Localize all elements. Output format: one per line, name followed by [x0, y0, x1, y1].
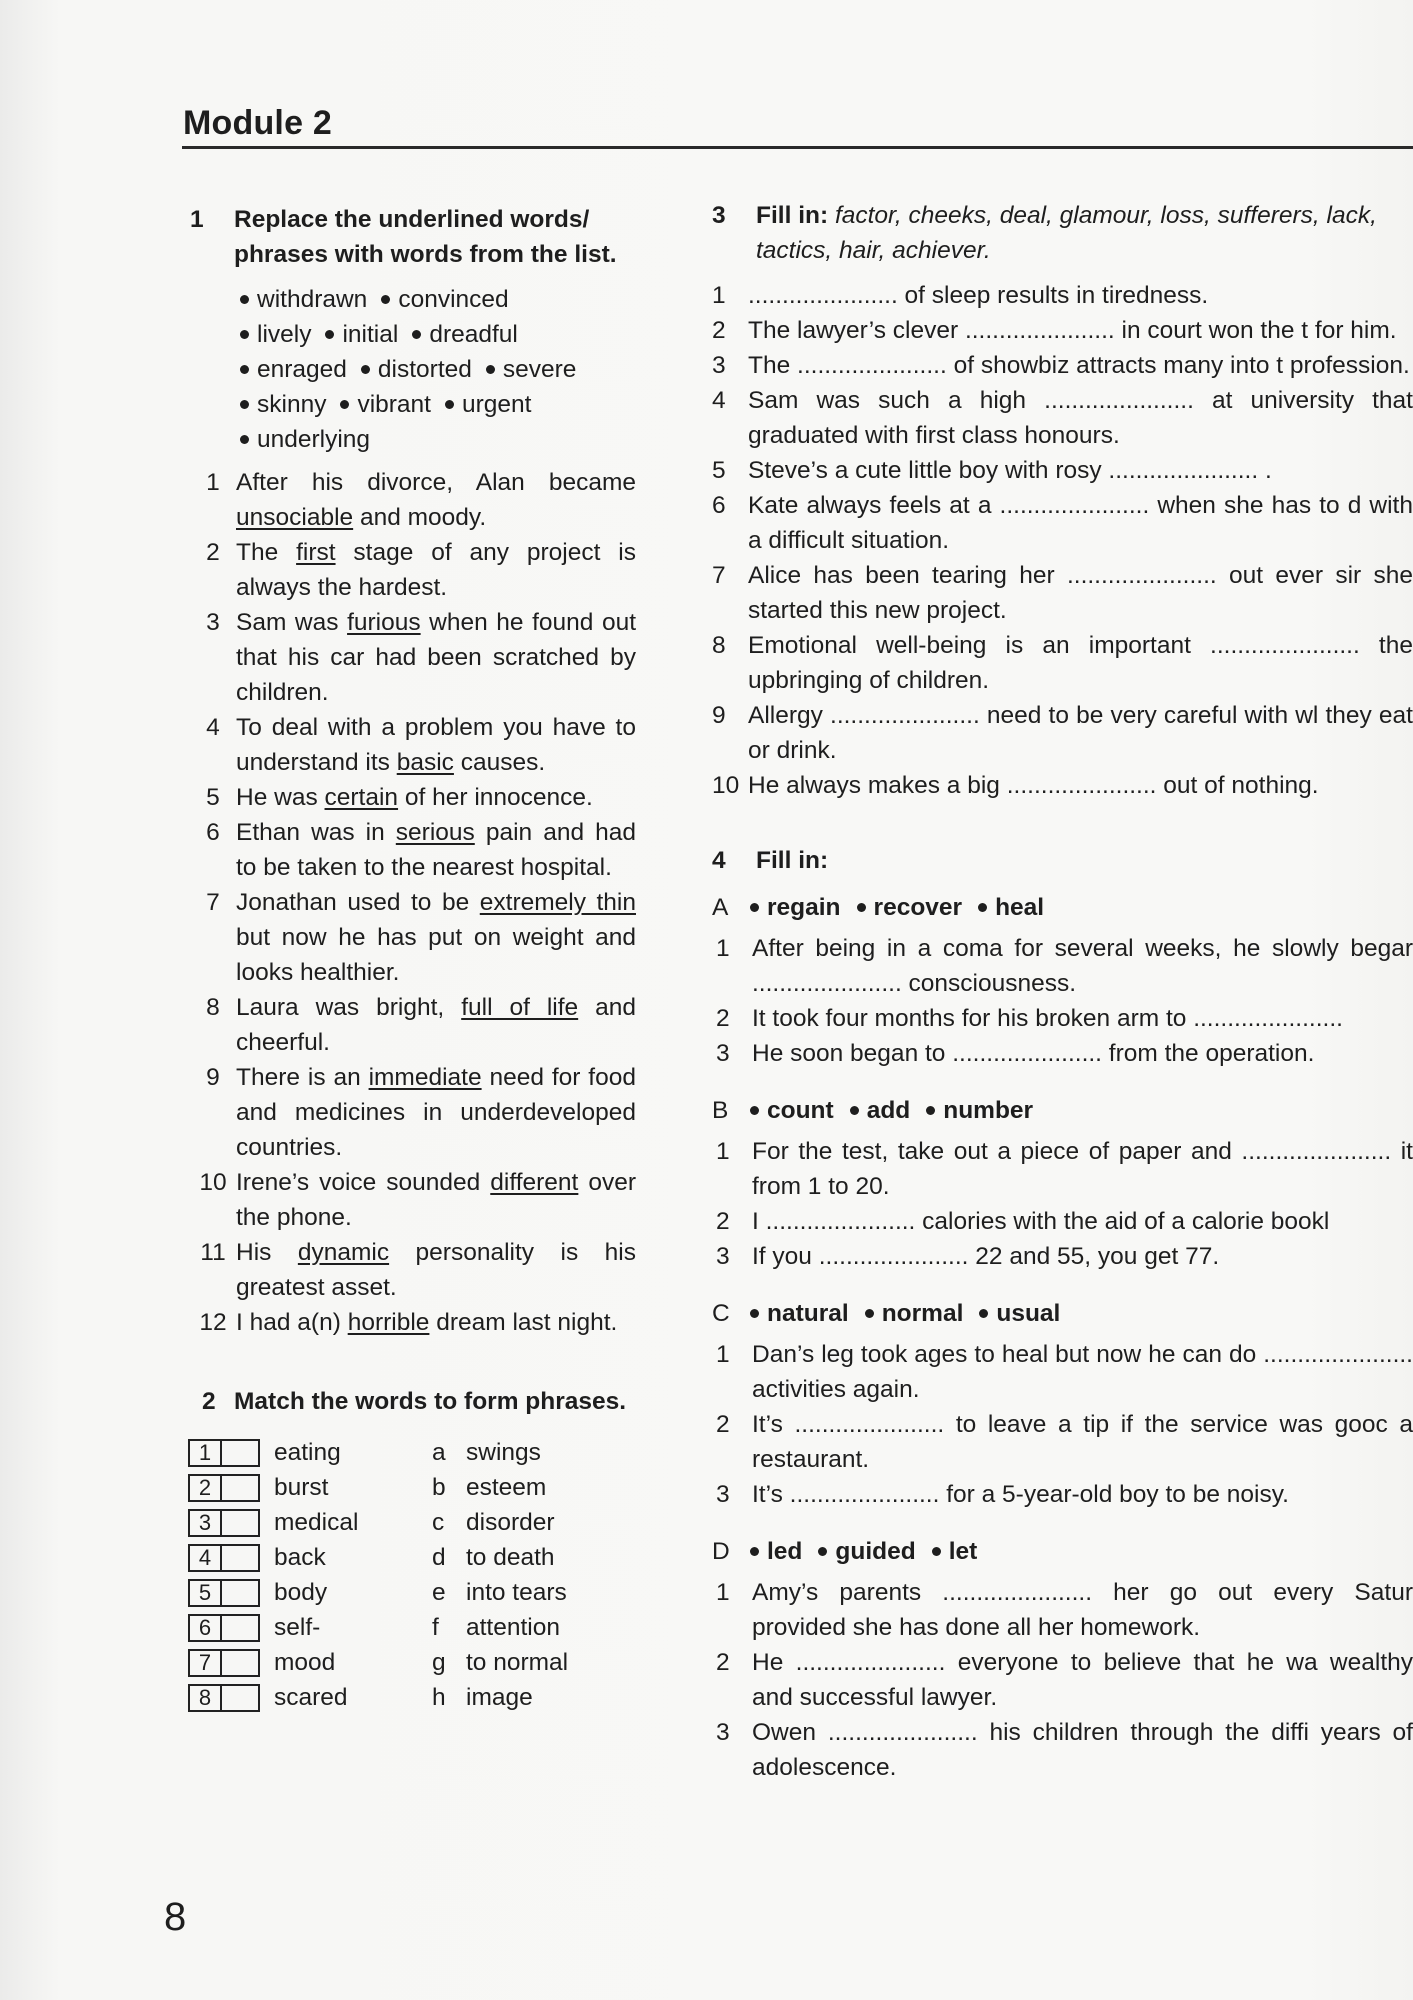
- item-text: Alice has been tearing her ...................... out ever sir she started this new project.: [748, 562, 1413, 624]
- item-number: 4: [712, 387, 726, 414]
- item-text: It’s ...................... to leave a tip if the service was gooc a restaurant.: [752, 1411, 1413, 1473]
- ex2-number: 2: [202, 1388, 216, 1415]
- group-letter: C: [712, 1300, 730, 1327]
- item-text-before: I had a(n): [236, 1309, 348, 1336]
- match-left-word: back: [274, 1544, 326, 1571]
- answer-box-blank[interactable]: [222, 1511, 258, 1535]
- ex4-item: [712, 1645, 1413, 1715]
- ex3-item: [712, 628, 1413, 698]
- underlined-phrase: extremely thin: [479, 889, 636, 916]
- answer-box-number: 3: [190, 1511, 222, 1535]
- ex3-item: [712, 488, 1413, 558]
- word-option: regain: [767, 894, 841, 921]
- word-option: heal: [995, 894, 1045, 921]
- word-option: recover: [873, 894, 963, 921]
- ex4-group-heading: [712, 890, 1413, 925]
- item-text: [236, 990, 636, 1060]
- ex4-item: [712, 1715, 1413, 1785]
- item-number: 1: [716, 1341, 730, 1368]
- word-option: count: [767, 1097, 834, 1124]
- bullet-icon: [240, 435, 249, 444]
- match-right-word: image: [466, 1684, 533, 1711]
- item-text: Allergy ...................... need to be very careful with wl they eat or drink.: [748, 702, 1413, 764]
- item-number: 3: [712, 352, 726, 379]
- item-number: 3: [716, 1040, 730, 1067]
- ex2-title: Match the words to form phrases.: [234, 1388, 627, 1415]
- underlined-phrase: basic: [396, 749, 454, 776]
- bullet-icon: [240, 330, 249, 339]
- item-number: 1: [716, 935, 730, 962]
- match-letter: d: [432, 1544, 446, 1571]
- answer-box-blank[interactable]: [222, 1581, 258, 1605]
- item-number: 3: [206, 609, 220, 636]
- item-text-before: Ethan was in: [236, 819, 396, 846]
- match-left-word: self-: [274, 1614, 321, 1641]
- item-number: 2: [716, 1005, 730, 1032]
- bullet-icon: [926, 1106, 935, 1115]
- word-option: enraged: [257, 356, 347, 383]
- ex3-item: [712, 768, 1413, 803]
- ex1-item: [190, 465, 636, 535]
- ex4-item: [712, 1239, 1413, 1274]
- item-number: 6: [206, 819, 220, 846]
- bullet-icon: [240, 295, 249, 304]
- ex1-number: 1: [190, 206, 204, 233]
- ex1-item: [190, 1165, 636, 1235]
- word-option: normal: [881, 1300, 964, 1327]
- item-text: He always makes a big ...................... out of nothing.: [748, 772, 1319, 799]
- item-number: 2: [716, 1208, 730, 1235]
- item-text: [236, 1060, 636, 1165]
- item-text-before: The: [236, 539, 297, 566]
- underlined-phrase: furious: [347, 609, 421, 636]
- item-text: [236, 605, 636, 710]
- match-letter: h: [432, 1684, 446, 1711]
- underlined-phrase: first: [296, 539, 336, 566]
- ex3-title: [756, 198, 1413, 268]
- ex4-group-heading: [712, 1534, 1413, 1569]
- item-text-before: His: [236, 1239, 298, 1266]
- bullet-icon: [486, 365, 495, 374]
- item-text: He ...................... everyone to believe that he wa wealthy and successful lawyer.: [752, 1649, 1413, 1711]
- right-column: [712, 198, 1413, 1785]
- item-text: [236, 885, 636, 990]
- item-text: [236, 780, 636, 815]
- ex1-heading: [190, 202, 636, 272]
- page-number: 8: [164, 1895, 187, 1939]
- item-text-after: causes.: [453, 749, 546, 776]
- answer-box-blank[interactable]: [222, 1686, 258, 1710]
- answer-box-blank[interactable]: [222, 1476, 258, 1500]
- ex2-heading: [190, 1384, 636, 1419]
- item-number: 8: [712, 632, 726, 659]
- ex3-items: [712, 278, 1413, 803]
- match-letter: g: [432, 1649, 446, 1676]
- ex1-item: [190, 1305, 636, 1340]
- ex3-item: [712, 558, 1413, 628]
- item-text-after: need for food and medicines in underdeveloped countries.: [236, 1064, 636, 1161]
- item-text: If you ...................... 22 and 55, you get 77.: [752, 1243, 1220, 1270]
- match-row: [188, 1505, 636, 1540]
- match-row: [188, 1680, 636, 1715]
- match-row: [188, 1470, 636, 1505]
- item-text: [236, 1305, 636, 1340]
- answer-box[interactable]: [188, 1684, 260, 1712]
- item-number: 1: [716, 1579, 730, 1606]
- match-left-word: eating: [274, 1439, 341, 1466]
- answer-box[interactable]: [188, 1439, 260, 1467]
- ex4-group-heading: [712, 1296, 1413, 1331]
- match-row: [188, 1645, 636, 1680]
- bullet-icon: [932, 1547, 941, 1556]
- bullet-icon: [412, 330, 421, 339]
- item-text: Amy’s parents ...................... her go out every Satur provided she has done all her homework.: [752, 1579, 1413, 1641]
- ex1-items: [190, 465, 636, 1340]
- group-letter: D: [712, 1538, 730, 1565]
- item-number: 2: [716, 1411, 730, 1438]
- underlined-phrase: serious: [395, 819, 475, 846]
- item-text-after: of her innocence.: [398, 784, 593, 811]
- item-number: 10: [712, 772, 740, 799]
- ex4-item: [712, 1036, 1413, 1071]
- ex3-item: [712, 698, 1413, 768]
- item-number: 2: [712, 317, 726, 344]
- underlined-phrase: dynamic: [297, 1239, 390, 1266]
- answer-box-blank[interactable]: [222, 1651, 258, 1675]
- ex4-item: [712, 931, 1413, 1001]
- item-number: 4: [206, 714, 220, 741]
- item-number: 3: [716, 1719, 730, 1746]
- ex1-item: [190, 815, 636, 885]
- word-option: severe: [502, 356, 577, 383]
- group-letter: B: [712, 1097, 729, 1124]
- group-word-list: [748, 890, 1058, 925]
- underlined-phrase: different: [490, 1169, 579, 1196]
- item-text: Kate always feels at a ...................... when she has to d with a difficult situation.: [748, 492, 1413, 554]
- item-text: It’s ...................... for a 5-year-old boy to be noisy.: [752, 1481, 1289, 1508]
- ex4-item: [712, 1001, 1413, 1036]
- match-row: [188, 1610, 636, 1645]
- item-text: Dan’s leg took ages to heal but now he can do ...................... activities again.: [752, 1341, 1413, 1403]
- word-option: number: [943, 1097, 1034, 1124]
- item-text: [236, 815, 636, 885]
- item-text-after: but now he has put on weight and looks healthier.: [236, 924, 636, 986]
- ex1-item: [190, 710, 636, 780]
- item-text-before: Irene’s voice sounded: [236, 1169, 491, 1196]
- ex4-item: [712, 1575, 1413, 1645]
- word-option: convinced: [398, 286, 509, 313]
- item-number: 5: [712, 457, 726, 484]
- match-row: [188, 1540, 636, 1575]
- ex1-item: [190, 990, 636, 1060]
- ex1-item: [190, 885, 636, 990]
- item-number: 10: [199, 1169, 227, 1196]
- answer-box[interactable]: [188, 1649, 260, 1677]
- item-text: For the test, take out a piece of paper and ...................... it from 1 to 20.: [752, 1138, 1413, 1200]
- bullet-icon: [850, 1106, 859, 1115]
- item-number: 11: [200, 1239, 226, 1266]
- ex1-title: Replace the underlined words/ phrases with words from the list.: [234, 206, 617, 268]
- bullet-icon: [818, 1547, 827, 1556]
- answer-box-number: 7: [190, 1651, 222, 1675]
- item-text-before: Laura was bright,: [236, 994, 462, 1021]
- word-option: urgent: [462, 391, 532, 418]
- match-left-word: mood: [274, 1649, 336, 1676]
- item-text: [236, 465, 636, 535]
- item-number: 3: [716, 1243, 730, 1270]
- item-text: [236, 710, 636, 780]
- item-text: [236, 1165, 636, 1235]
- word-option: vibrant: [357, 391, 431, 418]
- item-text-before: To deal with a problem you have to understand its: [236, 714, 636, 776]
- bullet-icon: [240, 400, 249, 409]
- bullet-icon: [979, 1309, 988, 1318]
- word-option: led: [767, 1538, 803, 1565]
- match-right-word: disorder: [466, 1509, 555, 1536]
- underlined-phrase: horrible: [347, 1309, 430, 1336]
- ex4-group-heading: [712, 1093, 1413, 1128]
- bullet-icon: [361, 365, 370, 374]
- item-number: 3: [716, 1481, 730, 1508]
- word-option: withdrawn: [257, 286, 368, 313]
- bullet-icon: [381, 295, 390, 304]
- match-right-word: swings: [466, 1439, 541, 1466]
- item-text-after: over the phone.: [236, 1169, 637, 1231]
- left-column: [190, 202, 636, 1715]
- group-letter: A: [712, 894, 729, 921]
- answer-box-number: 1: [190, 1441, 222, 1465]
- bullet-icon: [857, 903, 866, 912]
- ex4-heading: [712, 843, 1413, 878]
- ex3-title-words: factor, cheeks, deal, glamour, loss, sufferers, lack, tactics, hair, achiever.: [756, 202, 1377, 264]
- ex3-item: [712, 453, 1413, 488]
- word-option: natural: [767, 1300, 849, 1327]
- word-list-row: [236, 282, 636, 317]
- item-text: Owen ...................... his children through the diffi years of adolescence.: [752, 1719, 1413, 1781]
- item-text: The lawyer’s clever ...................... in court won the t for him.: [748, 317, 1397, 344]
- item-number: 1: [716, 1138, 730, 1165]
- item-text: After being in a coma for several weeks, he slowly begar ...................... consciousness.: [752, 935, 1413, 997]
- word-list-row: [236, 422, 636, 457]
- ex3-item: [712, 278, 1413, 313]
- ex4-item: [712, 1134, 1413, 1204]
- item-text-after: pain and had to be taken to the nearest hospital.: [236, 819, 636, 881]
- item-number: 1: [712, 282, 726, 309]
- bullet-icon: [240, 365, 249, 374]
- item-number: 2: [716, 1649, 730, 1676]
- match-right-word: attention: [466, 1614, 560, 1641]
- answer-box-number: 4: [190, 1546, 222, 1570]
- answer-box-blank[interactable]: [222, 1441, 258, 1465]
- item-text: ...................... of sleep results in tiredness.: [748, 282, 1209, 309]
- bullet-icon: [750, 903, 759, 912]
- bullet-icon: [750, 1309, 759, 1318]
- word-option: distorted: [377, 356, 472, 383]
- item-text: [236, 535, 636, 605]
- answer-box-number: 5: [190, 1581, 222, 1605]
- group-word-list: [748, 1534, 991, 1569]
- item-text-before: Jonathan used to be: [236, 889, 480, 916]
- group-word-list: [748, 1093, 1047, 1128]
- word-option: initial: [342, 321, 399, 348]
- item-number: 9: [712, 702, 726, 729]
- bullet-icon: [865, 1309, 874, 1318]
- ex4-item: [712, 1204, 1413, 1239]
- answer-box-number: 6: [190, 1616, 222, 1640]
- group-word-list: [748, 1296, 1074, 1331]
- word-option: dreadful: [429, 321, 518, 348]
- ex1-item: [190, 780, 636, 815]
- match-left-word: medical: [274, 1509, 359, 1536]
- ex3-item: [712, 383, 1413, 453]
- ex4-item: [712, 1477, 1413, 1512]
- ex3-title-prefix: Fill in:: [756, 202, 829, 229]
- bullet-icon: [978, 903, 987, 912]
- item-number: 8: [206, 994, 220, 1021]
- answer-box[interactable]: [188, 1509, 260, 1537]
- match-letter: c: [432, 1509, 445, 1536]
- item-text-before: He was: [236, 784, 325, 811]
- item-number: 6: [712, 492, 726, 519]
- item-text-before: There is an: [236, 1064, 369, 1091]
- match-left-word: scared: [274, 1684, 348, 1711]
- answer-box-number: 8: [190, 1686, 222, 1710]
- match-right-word: to normal: [466, 1649, 569, 1676]
- item-text: He soon began to ...................... from the operation.: [752, 1040, 1315, 1067]
- ex4-groups: [712, 890, 1413, 1785]
- module-title: Module 2: [183, 104, 332, 142]
- header-rule: [182, 146, 1413, 149]
- word-option: guided: [835, 1538, 916, 1565]
- item-text-after: personality is his greatest asset.: [236, 1239, 636, 1301]
- answer-box[interactable]: [188, 1474, 260, 1502]
- match-letter: a: [432, 1439, 446, 1466]
- word-option: add: [866, 1097, 911, 1124]
- match-right-word: into tears: [466, 1579, 567, 1606]
- answer-box-blank[interactable]: [222, 1546, 258, 1570]
- ex3-number: 3: [712, 202, 726, 229]
- word-option: usual: [996, 1300, 1061, 1327]
- ex3-item: [712, 348, 1413, 383]
- item-text-before: After his divorce, Alan became: [236, 469, 636, 496]
- item-number: 9: [206, 1064, 220, 1091]
- item-number: 7: [712, 562, 726, 589]
- ex4-title: Fill in:: [756, 847, 829, 874]
- word-option: let: [948, 1538, 978, 1565]
- ex1-item: [190, 1235, 636, 1305]
- match-letter: f: [432, 1614, 439, 1641]
- ex1-item: [190, 1060, 636, 1165]
- word-list-row: [236, 317, 636, 352]
- underlined-phrase: certain: [324, 784, 399, 811]
- answer-box[interactable]: [188, 1614, 260, 1642]
- ex4-item: [712, 1337, 1413, 1407]
- answer-box[interactable]: [188, 1544, 260, 1572]
- ex4-number: 4: [712, 847, 726, 874]
- bullet-icon: [340, 400, 349, 409]
- match-right-word: to death: [466, 1544, 555, 1571]
- item-text: Steve’s a cute little boy with rosy ...................... .: [748, 457, 1272, 484]
- item-number: 1: [206, 469, 220, 496]
- item-text-after: when he found out that his car had been scratched by children.: [236, 609, 637, 706]
- item-number: 12: [199, 1309, 227, 1336]
- item-number: 7: [206, 889, 220, 916]
- match-right-word: esteem: [466, 1474, 547, 1501]
- word-option: lively: [257, 321, 312, 348]
- underlined-phrase: full of life: [461, 994, 579, 1021]
- word-list-row: [236, 387, 636, 422]
- match-letter: b: [432, 1474, 446, 1501]
- item-number: 2: [206, 539, 220, 566]
- item-text-after: dream last night.: [429, 1309, 618, 1336]
- answer-box-blank[interactable]: [222, 1616, 258, 1640]
- answer-box[interactable]: [188, 1579, 260, 1607]
- item-text: [236, 1235, 636, 1305]
- bullet-icon: [750, 1547, 759, 1556]
- word-option: skinny: [257, 391, 327, 418]
- item-text-after: and moody.: [353, 504, 487, 531]
- item-text: The ...................... of showbiz attracts many into t profession.: [748, 352, 1410, 379]
- item-text-after: stage of any project is always the hardest.: [236, 539, 636, 601]
- item-text-after: and cheerful.: [236, 994, 637, 1056]
- ex2-match-grid: [188, 1435, 636, 1715]
- match-letter: e: [432, 1579, 446, 1606]
- answer-box-number: 2: [190, 1476, 222, 1500]
- ex3-heading: [712, 198, 1413, 268]
- underlined-phrase: unsociable: [236, 504, 354, 531]
- item-text: I ...................... calories with the aid of a calorie bookl: [752, 1208, 1330, 1235]
- bullet-icon: [325, 330, 334, 339]
- ex1-word-list: [236, 282, 636, 457]
- ex1-item: [190, 605, 636, 710]
- word-list-row: [236, 352, 636, 387]
- match-left-word: burst: [274, 1474, 329, 1501]
- match-row: [188, 1575, 636, 1610]
- item-number: 5: [206, 784, 220, 811]
- bullet-icon: [445, 400, 454, 409]
- item-text: Sam was such a high ...................... at university that graduated with first class honours.: [748, 387, 1413, 449]
- item-text: It took four months for his broken arm to ......................: [752, 1005, 1343, 1032]
- ex3-item: [712, 313, 1413, 348]
- match-row: [188, 1435, 636, 1470]
- bullet-icon: [750, 1106, 759, 1115]
- word-option: underlying: [257, 426, 371, 453]
- ex4-item: [712, 1407, 1413, 1477]
- underlined-phrase: immediate: [368, 1064, 482, 1091]
- ex1-item: [190, 535, 636, 605]
- item-text: Emotional well-being is an important ...................... the upbringing of children.: [748, 632, 1413, 694]
- item-text-before: Sam was: [236, 609, 348, 636]
- match-left-word: body: [274, 1579, 328, 1606]
